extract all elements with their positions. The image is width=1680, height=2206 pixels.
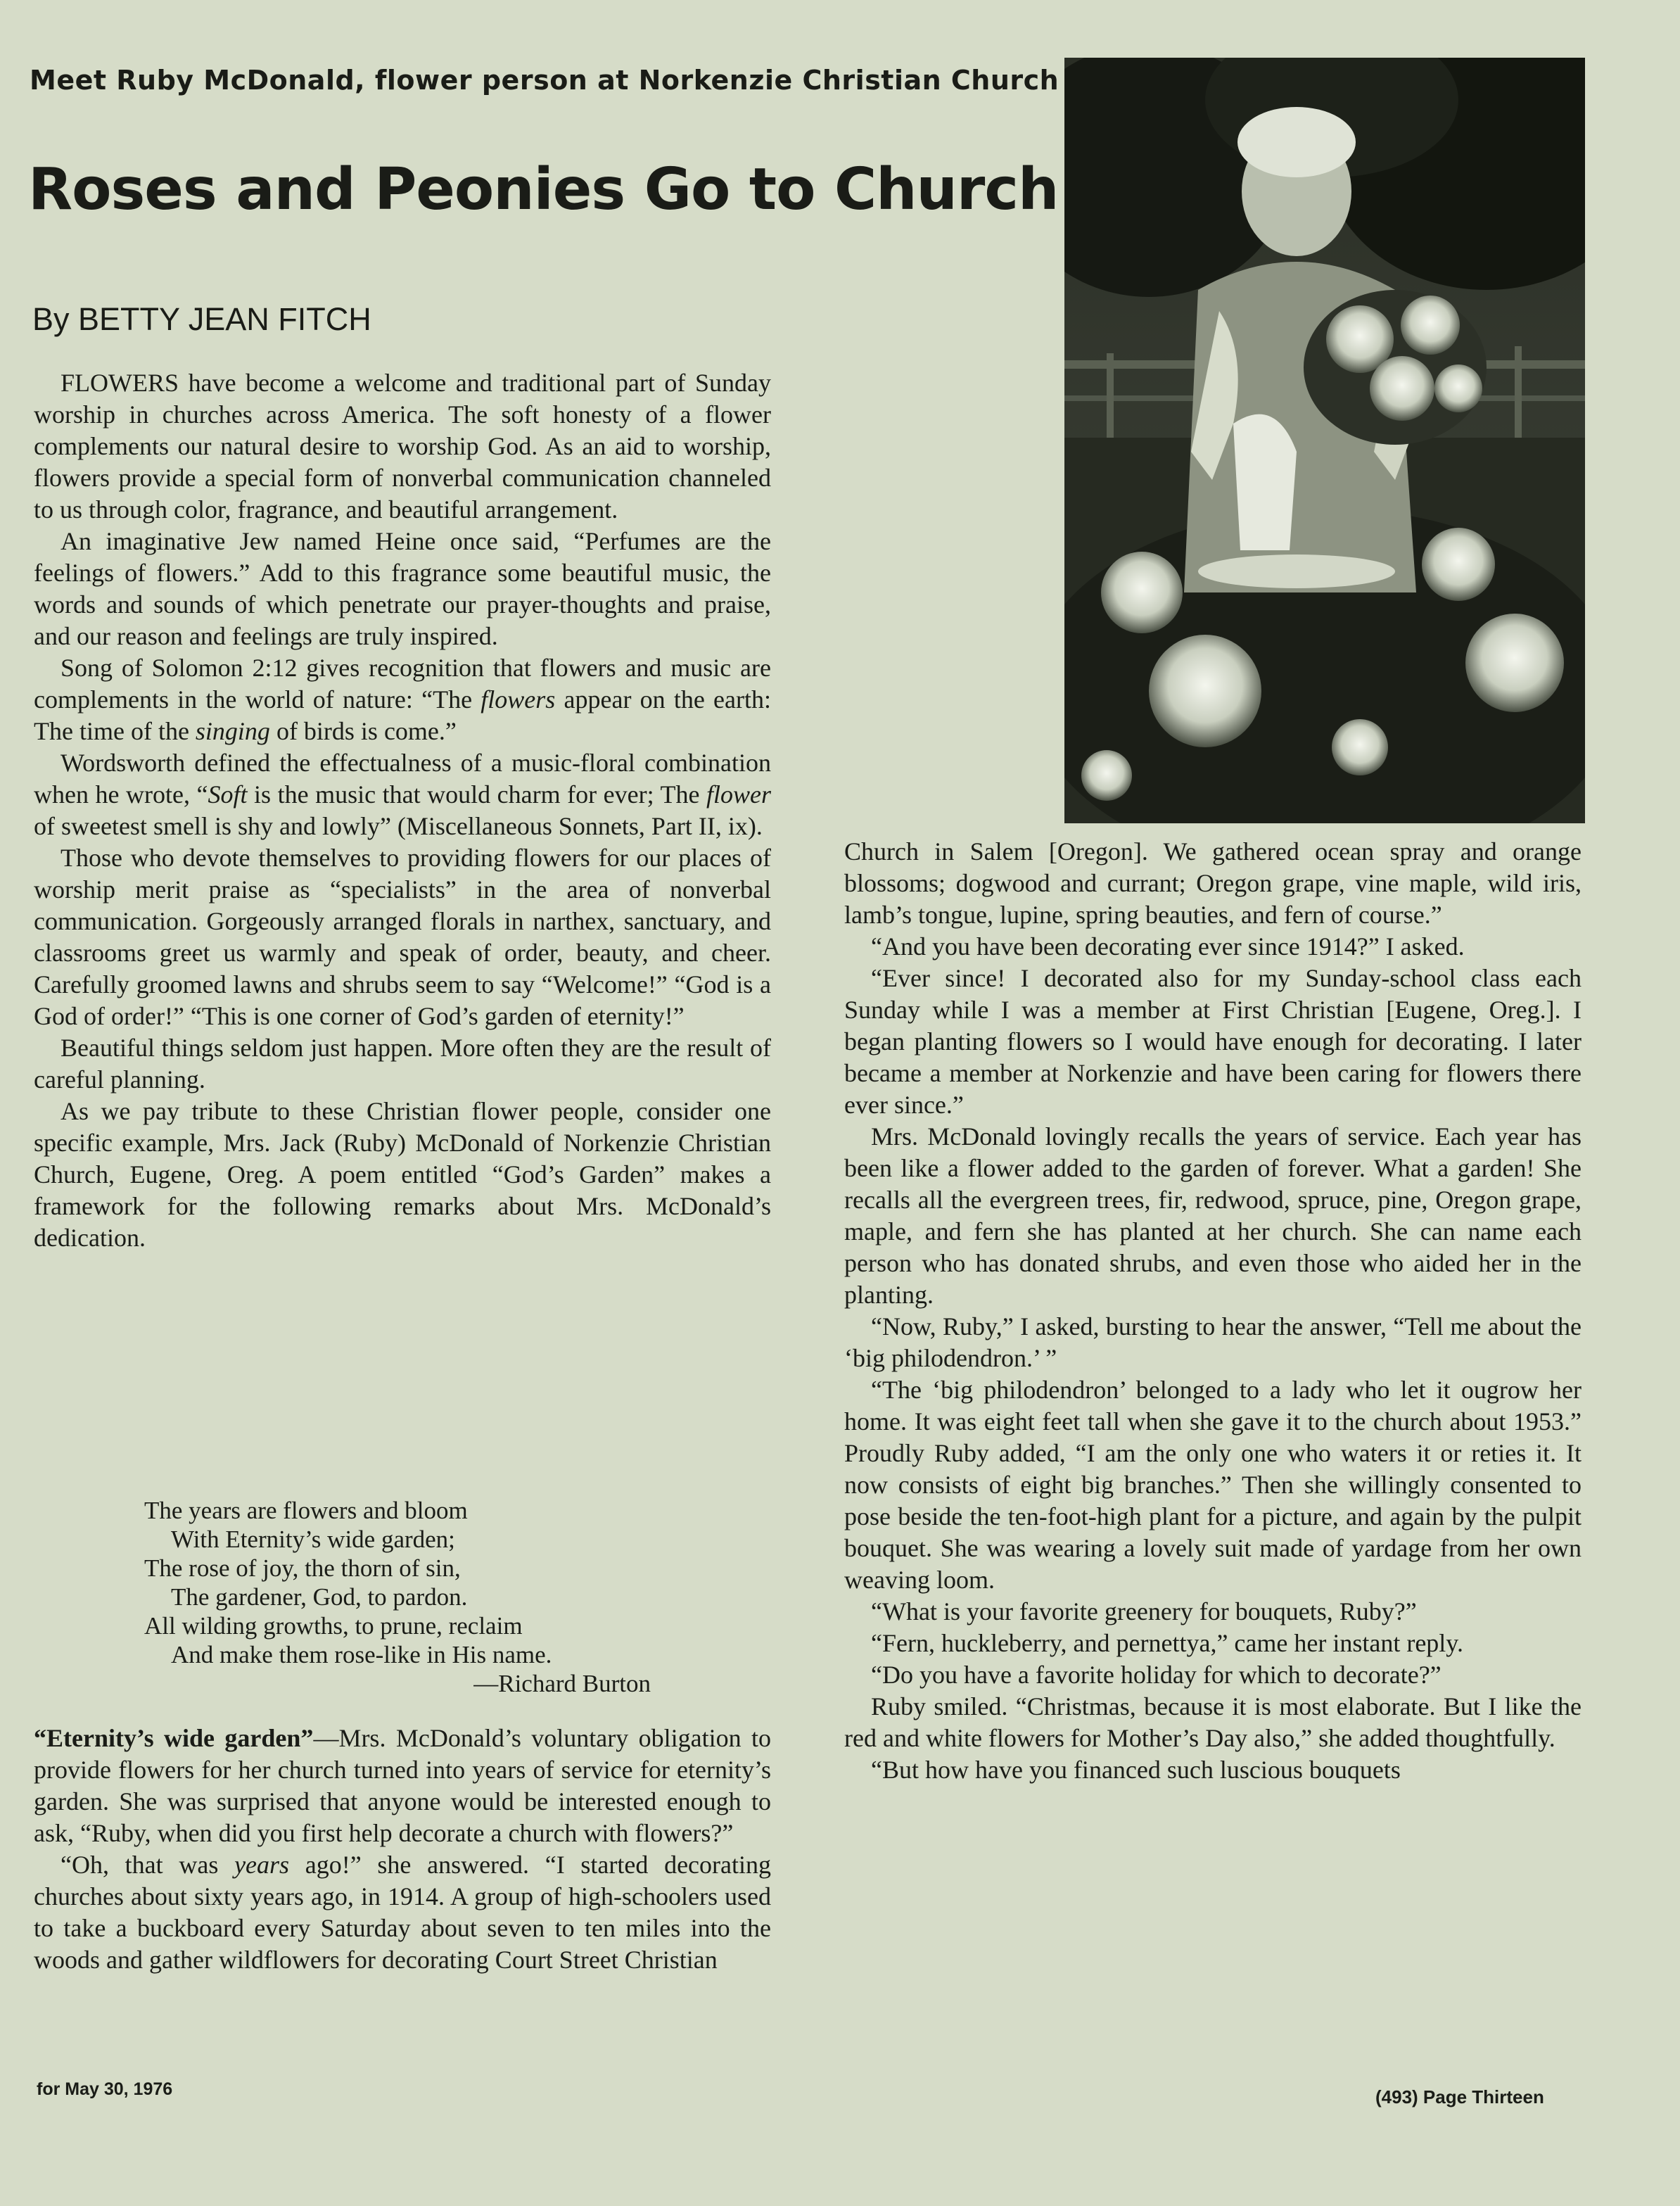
poem-line: The rose of joy, the thorn of sin, <box>144 1554 461 1582</box>
photo-illustration <box>1064 58 1585 823</box>
photo-woman-with-flowers <box>1064 58 1585 823</box>
paragraph: “What is your favorite greenery for bouquets, Ruby?” <box>871 1597 1417 1625</box>
paragraph-song-of-solomon <box>34 652 771 747</box>
poem-author: —Richard Burton <box>473 1670 651 1697</box>
poem-line: With Eternity’s wide garden; <box>171 1526 455 1553</box>
paragraph: “And you have been decorating ever since 1914?” I asked. <box>871 932 1465 961</box>
emphasis: Soft <box>208 780 248 809</box>
paragraph: Beautiful things seldom just happen. More often they are the result of careful planning. <box>34 1034 771 1094</box>
paragraph: “The ‘big philodendron’ belonged to a lady who let it ougrow her home. It was eight feet tall when she gave it to the church about 1953.” Proudly Ruby added, “I am the only one who waters it or reties it. It now consists of eight big branches.” Then she willingly consented to pose beside the ten-foot-high plant for a picture, and again by the pulpit bouquet. She was wearing a lovely suit made of yardage from her own weaving loom. <box>844 1376 1582 1594</box>
footer-date: for May 30, 1976 <box>37 2079 173 2099</box>
article-column-left-bottom <box>34 1723 771 1976</box>
poem-line: And make them rose-like in His name. <box>171 1641 552 1668</box>
emphasis: singing <box>195 717 270 745</box>
paragraph: “Now, Ruby,” I asked, bursting to hear the answer, “Tell me about the ‘big philodendron.’ ” <box>844 1312 1582 1372</box>
text-run: is the music that would charm for ever; The <box>247 780 706 809</box>
text-run: —Mrs. McDonald’s voluntary obligation to provide flowers for her church turned into years of service for eternity’s garden. She was surprised that anyone would be interested enough to ask, “Ruby, when did you first help decorate a church with flowers?” <box>34 1724 771 1847</box>
article-column-right <box>844 836 1582 1786</box>
paragraph-eternity <box>34 1723 771 1849</box>
paragraph: Ruby smiled. “Christmas, because it is most elaborate. But I like the red and white flowers for Mother’s Day also,” she added thoughtfully. <box>844 1692 1582 1752</box>
paragraph: Those who devote themselves to providing flowers for our places of worship merit praise as “specialists” in the area of nonverbal communication. Gorgeously arranged florals in narthex, sanctuary, and classrooms greet us warmly and speak of order, beauty, and cheer. Carefully groomed lawns and shrubs seem to say “Welcome!” “God is a God of order!” “This is one corner of God’s garden of eternity!” <box>34 844 771 1030</box>
paragraph: “Ever since! I decorated also for my Sunday-school class each Sunday while I was a member at First Christian [Eugene, Oreg.]. I began planting flowers so I would have enough for decorating. I later became a member at Norkenzie and have been caring for flowers there ever since.” <box>844 964 1582 1119</box>
text-run: of sweetest smell is shy and lowly” (Miscellaneous Sonnets, Part II, ix). <box>34 812 763 840</box>
byline: By BETTY JEAN FITCH <box>32 301 371 337</box>
poem-line: All wilding growths, to prune, reclaim <box>144 1612 523 1640</box>
poem-line: The gardener, God, to pardon. <box>171 1583 468 1611</box>
paragraph: Mrs. McDonald lovingly recalls the years of service. Each year has been like a flower added to the garden of forever. What a garden! She recalls all the evergreen trees, fir, redwood, spruce, pine, Oregon grape, maple, and fern she has planted at her church. She can name each person who has donated shrubs, and even those who aided her in the planting. <box>844 1122 1582 1309</box>
text-run: appear on the earth: The time of the <box>34 685 771 745</box>
emphasis: flower <box>706 780 771 809</box>
emphasis: years <box>234 1851 290 1879</box>
article-column-left-top <box>34 367 771 1254</box>
paragraph-wordsworth <box>34 747 771 842</box>
paragraph: “Fern, huckleberry, and pernettya,” came her instant reply. <box>871 1629 1463 1657</box>
paragraph-lead-in: “Eternity’s wide garden” <box>34 1724 314 1752</box>
text-run: Wordsworth defined the effectualness of a music-floral combination when he wrote, “ <box>34 749 771 809</box>
text-run: ago!” she answered. “I started decorating churches about sixty years ago, in 1914. A group of high-schoolers used to take a buckboard every Saturday about seven to ten miles into the woods and gather wildflowers for decorating Court Street Christian <box>34 1851 771 1974</box>
text-run: “Oh, that was <box>61 1851 235 1879</box>
paragraph: As we pay tribute to these Christian flower people, consider one specific example, Mrs. Jack (Ruby) McDonald of Norkenzie Christian Church, Eugene, Oreg. A poem entitled “God’s Garden” makes a framework for the following remarks about Mrs. McDonald’s dedication. <box>34 1097 771 1252</box>
paragraph: An imaginative Jew named Heine once said, “Perfumes are the feelings of flowers.” Add to this fragrance some beautiful music, the words and sounds of which penetrate our prayer-thoughts and praise, and our reason and feelings are truly inspired. <box>34 527 771 650</box>
paragraph: “But how have you financed such luscious bouquets <box>871 1756 1401 1784</box>
paragraph: FLOWERS have become a welcome and traditional part of Sunday worship in churches across America. The soft honesty of a flower complements our natural desire to worship God. As an aid to worship, flowers provide a special form of nonverbal communication channeled to us through color, fragrance, and beautiful arrangement. <box>34 369 771 524</box>
paragraph: “Do you have a favorite holiday for which to decorate?” <box>871 1661 1442 1689</box>
headline: Roses and Peonies Go to Church <box>28 156 1059 223</box>
poem-line: The years are flowers and bloom <box>144 1497 468 1524</box>
text-run: Song of Solomon 2:12 gives recognition that flowers and music are complements in the world of nature: “The <box>34 654 771 714</box>
paragraph-years-ago <box>34 1849 771 1976</box>
footer-page-number: (493) Page Thirteen <box>1375 2086 1544 2107</box>
poem-gods-garden <box>144 1496 651 1698</box>
text-run: of birds is come.” <box>269 717 457 745</box>
paragraph: Church in Salem [Oregon]. We gathered ocean spray and orange blossoms; dogwood and currant; Oregon grape, vine maple, wild iris, lamb’s tongue, lupine, spring beauties, and fern of course.” <box>844 837 1582 929</box>
emphasis: flowers <box>481 685 556 714</box>
kicker: Meet Ruby McDonald, flower person at Norkenzie Christian Church <box>30 65 1059 96</box>
